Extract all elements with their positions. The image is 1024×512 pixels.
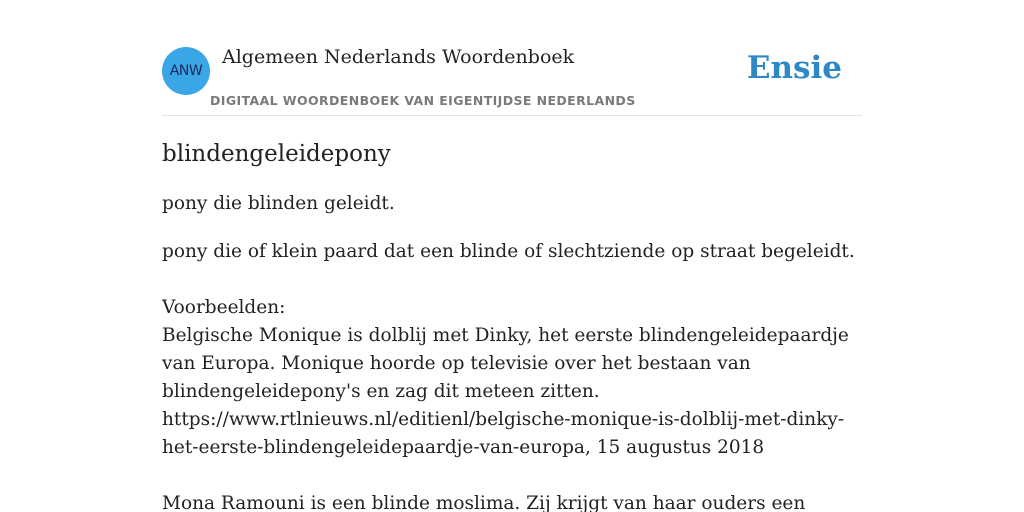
- example-text: Belgische Monique is dolblij met Dinky, het eerste blindengeleidepaardje van Europa. Monique hoorde op televisie over het bestaan van blindengeleidepony's en zag dit meteen zitten.: [162, 325, 849, 402]
- ensie-brand-link[interactable]: Ensie: [746, 50, 842, 86]
- entry-meaning: pony die of klein paard dat een blinde of slechtziende op straat begeleidt.: [162, 241, 855, 262]
- site-header: [162, 0, 862, 116]
- logo-text: ANW: [169, 63, 203, 79]
- anw-logo[interactable]: [162, 47, 210, 95]
- entry-word: blindengeleidepony: [162, 141, 391, 167]
- example-source-date: , 15 augustus 2018: [584, 437, 765, 458]
- entry-definition: pony die blinden geleidt.: [162, 193, 395, 214]
- examples-label: Voorbeelden:: [162, 297, 286, 318]
- example-text: Mona Ramouni is een blinde moslima. Zij krijgt van haar ouders een: [162, 493, 806, 512]
- entry-content: [162, 138, 862, 512]
- site-title[interactable]: Algemeen Nederlands Woordenboek: [222, 46, 575, 68]
- example-source-link[interactable]: https://www.rtlnieuws.nl/editienl/belgische-monique-is-dolblij-met-dinky-het-eerste-blindengeleidepaardje-van-europa: [162, 409, 845, 458]
- example-source: [162, 406, 862, 462]
- site-subtitle: DIGITAAL WOORDENBOEK VAN EIGENTIJDSE NEDERLANDS: [210, 93, 636, 108]
